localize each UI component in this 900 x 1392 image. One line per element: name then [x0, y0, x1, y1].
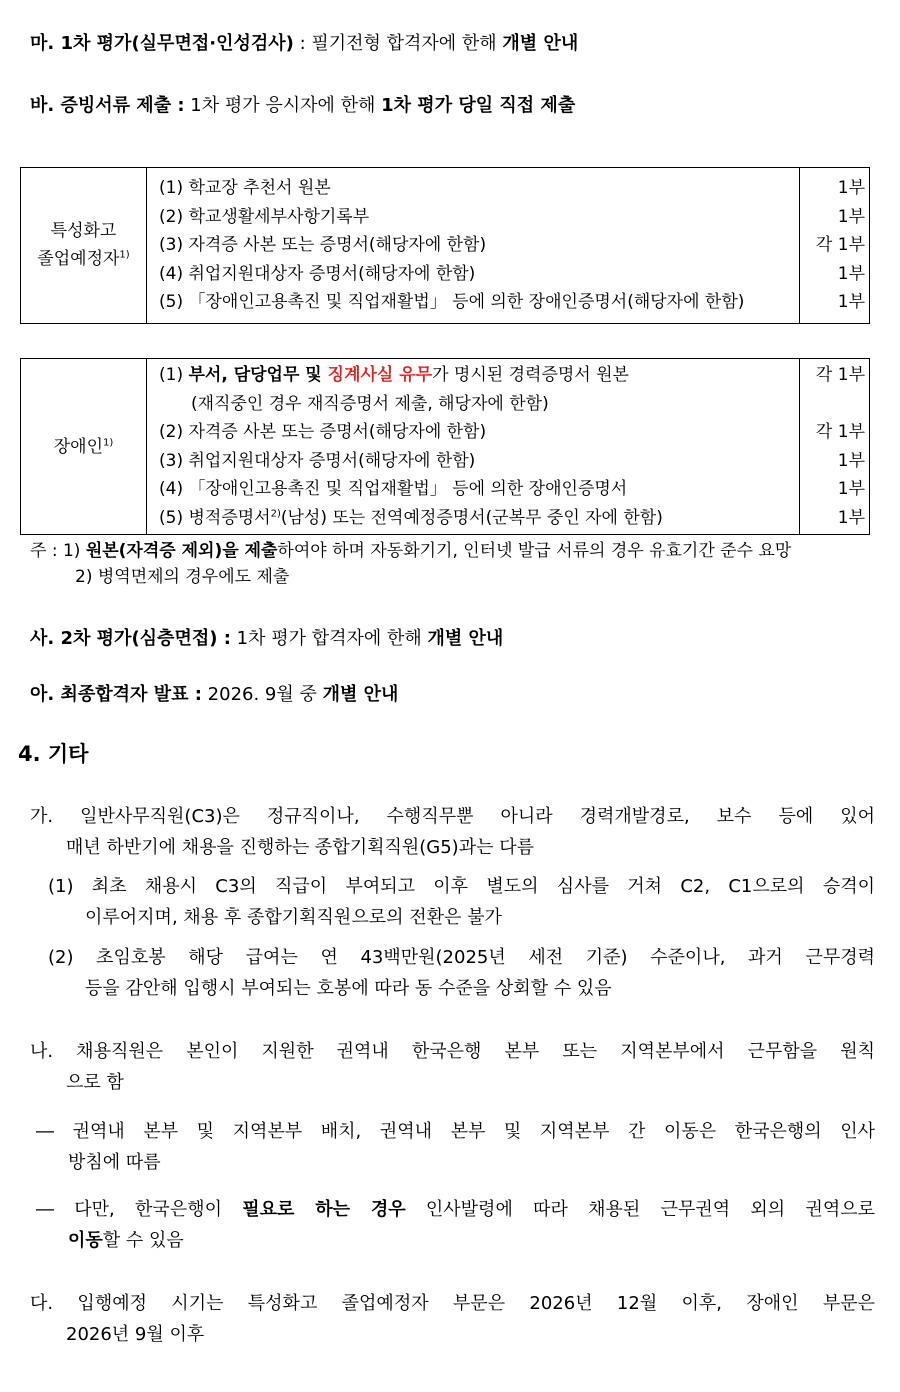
table2-count-1: 각 1부: [815, 365, 865, 385]
ga-sub2-line-2: 등을 감안해 입행시 부여되는 호봉에 따라 동 수준을 상회할 수 있음: [85, 978, 612, 999]
table2-items: [147, 359, 800, 535]
section-ma-title: 마. 1차 평가(실무면접·인성검사): [30, 33, 294, 54]
table1-count-1: 1부: [837, 178, 865, 198]
section-ma-emphasis: 개별 안내: [502, 33, 579, 54]
table2-label-sup: 1): [103, 436, 114, 448]
table2-item-5-sup: 2): [270, 507, 281, 519]
table1-count-3: 각 1부: [815, 235, 865, 255]
table1-items: [147, 168, 800, 324]
documents-table-vocational: [20, 167, 870, 324]
table1-label-line1: 특성화고: [50, 221, 117, 242]
table1-item-3: (3) 자격증 사본 또는 증명서(해당자에 한함): [159, 235, 487, 255]
table1-counts: [800, 168, 870, 324]
ga-line-1: 가. 일반사무직원(C3)은 정규직이나, 수행직무뿐 아니라 경력개발경로, 보수 등에 있어: [30, 806, 875, 827]
table2-item-2: (2) 자격증 사본 또는 증명서(해당자에 한함): [159, 422, 487, 442]
table1-count-2: 1부: [837, 206, 865, 227]
table1-label: [21, 168, 147, 324]
table2-counts: [800, 359, 870, 535]
note-2: 2) 병역면제의 경우에도 제출: [75, 567, 290, 587]
ga-sub1-line-2: 이루어지며, 채용 후 종합기획직원으로의 전환은 불가: [85, 907, 502, 928]
section-ba-title: 바. 증빙서류 제출 :: [30, 95, 185, 116]
documents-table-disabled: [20, 358, 870, 535]
table2-count-2: [800, 390, 865, 419]
section-ma-text: 필기전형 합격자에 한해: [311, 33, 503, 54]
table1-item-5: (5) 「장애인고용촉진 및 직업재활법」 등에 의한 장애인증명서(해당자에 한함): [159, 292, 745, 312]
table1-count-5: 1부: [837, 292, 865, 312]
table2-item-1-red: 징계사실 유무: [327, 365, 433, 385]
note-1-bold: 원본(자격증 제외)을 제출: [85, 541, 278, 561]
section-ba-text: 1차 평가 응시자에 한해: [184, 95, 382, 116]
section-a-emphasis: 개별 안내: [322, 684, 399, 705]
table1-item-2: (2) 학교생활세부사항기록부: [159, 206, 370, 227]
section-sa-title: 사. 2차 평가(심층면접) :: [30, 628, 231, 649]
table2-label: [21, 359, 147, 535]
section-a-title: 아. 최종합격자 발표 :: [30, 684, 202, 705]
ga-line-2: 매년 하반기에 채용을 진행하는 종합기획직원(G5)과는 다름: [66, 837, 534, 858]
table1-label-line2: 졸업예정자: [37, 249, 120, 270]
table2-count-4: 1부: [837, 450, 865, 471]
section-sa: 사. 2차 평가(심층면접) : 1차 평가 합격자에 한해 개별 안내: [30, 628, 504, 649]
section-a: 아. 최종합격자 발표 : 2026. 9월 중 개별 안내: [30, 684, 399, 705]
note-1: 주 : 1) 원본(자격증 제외)을 제출하여야 하며 자동화기기, 인터넷 발급 서류의 경우 유효기간 준수 요망: [30, 541, 792, 561]
na-dash2-line-2: 이동할 수 있음: [68, 1230, 184, 1251]
table2-item-1-bold: 부서, 담당업무 및: [188, 365, 328, 385]
table1-item-4: (4) 취업지원대상자 증명서(해당자에 한함): [159, 263, 476, 284]
section-ma-sep: :: [293, 33, 312, 54]
table2-item-3: (3) 취업지원대상자 증명서(해당자에 한함): [159, 450, 476, 471]
table1-count-4: 1부: [837, 263, 865, 284]
na-dash1-line-1: ― 권역내 본부 및 지역본부 배치, 권역내 본부 및 지역본부 간 이동은 한국은행의 인사: [36, 1121, 875, 1142]
table2-item-1: (1) 부서, 담당업무 및 징계사실 유무가 명시된 경력증명서 원본: [159, 365, 629, 385]
table2-item-4: (4) 「장애인고용촉진 및 직업재활법」 등에 의한 장애인증명서: [159, 479, 628, 499]
table2-count-3: 각 1부: [815, 422, 865, 442]
na-dash2-line-1: ― 다만, 한국은행이 필요로 하는 경우 인사발령에 따라 채용된 근무권역 외의 권역으로: [36, 1199, 876, 1220]
heading-4-misc: 4. 기타: [18, 742, 89, 766]
table2-label-text: 장애인: [53, 436, 103, 457]
na-line-2: 으로 함: [66, 1072, 124, 1093]
na-dash2-bold: 필요로 하는 경우: [242, 1199, 406, 1220]
section-sa-emphasis: 개별 안내: [427, 628, 504, 649]
ga-sub1-line-1: (1) 최초 채용시 C3의 직급이 부여되고 이후 별도의 심사를 거쳐 C2, C1으로의 승격이: [48, 876, 875, 897]
table2-item-5: (5) 병적증명서$^{2)}$(남성) 또는 전역예정증명서(군복무 중인 자에 한함): [159, 507, 663, 528]
table2-count-6: 1부: [837, 507, 865, 528]
table2-item-1-rest: 가 명시된 경력증명서 원본: [432, 365, 629, 385]
na-dash2-line2-bold: 이동: [68, 1230, 103, 1251]
table1-label-sup: 1): [119, 249, 130, 261]
section-ba: [30, 92, 575, 120]
table2-item-1-line2: (재직중인 경우 재직증명서 제출, 해당자에 한함): [191, 393, 549, 414]
table2-count-5: 1부: [837, 479, 865, 499]
da-line-1: 다. 입행예정 시기는 특성화고 졸업예정자 부문은 2026년 12월 이후, 장애인 부문은: [30, 1293, 875, 1314]
na-line-1: 나. 채용직원은 본인이 지원한 권역내 한국은행 본부 또는 지역본부에서 근무함을 원칙: [30, 1041, 875, 1062]
table1-item-1: (1) 학교장 추천서 원본: [159, 178, 331, 198]
section-ba-emphasis: 1차 평가 당일 직접 제출: [381, 95, 576, 116]
na-dash1-line-2: 방침에 따름: [68, 1152, 161, 1173]
section-ma: [30, 30, 578, 58]
ga-sub2-line-1: (2) 초임호봉 해당 급여는 연 43백만원(2025년 세전 기준) 수준이나, 과거 근무경력: [48, 947, 875, 968]
da-line-2: 2026년 9월 이후: [66, 1324, 205, 1345]
